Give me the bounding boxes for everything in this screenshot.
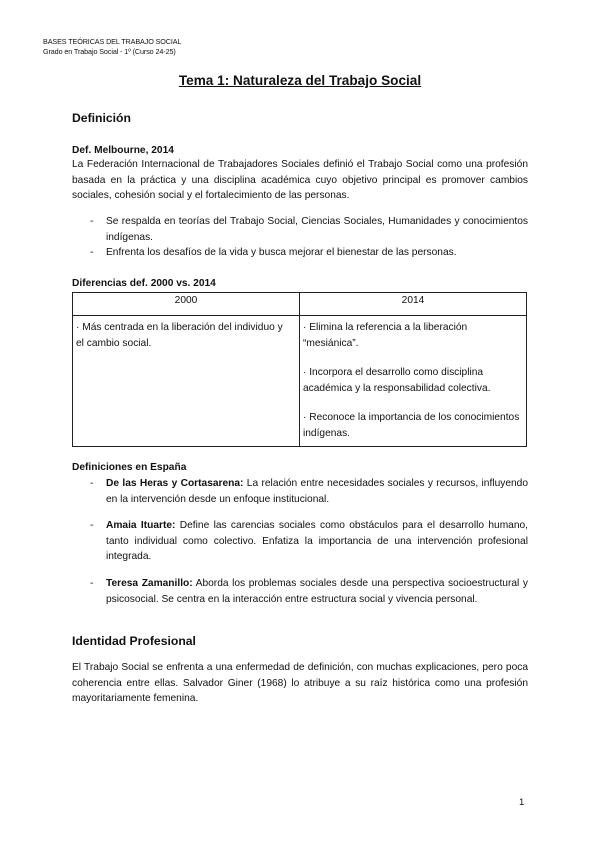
cell-2000 xyxy=(73,316,300,447)
cell-text: · Incorpora el desarrollo como disciplina académica y la responsabilidad colectiva. xyxy=(303,367,491,394)
definition-bullets xyxy=(72,214,528,261)
list-item: - De las Heras y Cortasarena: La relación entre necesidades sociales y recursos, influyendo en la intervención desde un enfoque institucional. xyxy=(90,478,528,505)
author-name: De las Heras y Cortasarena: xyxy=(106,478,244,489)
cell-text: · Elimina la referencia a la liberación “mesiánica”. xyxy=(303,322,468,349)
author-name: Teresa Zamanillo: xyxy=(106,577,193,589)
list-item: - Amaia Ituarte: Define las carencias sociales como obstáculos para el desarrollo humano, tanto individual como colectivo. Enfatiza la importancia de una intervención profesional integrada. xyxy=(90,520,529,563)
definition-paragraph: La Federación Internacional de Trabajadores Sociales definió el Trabajo Social como una profesión basada en la práctica y una disciplina académica cuyo objetivo principal es promover cambios sociales, cohesión social y el fortalecimiento de las personas. xyxy=(72,159,528,202)
list-item: - Enfrenta los desafíos de la vida y busca mejorar el bienestar de las personas. xyxy=(90,247,457,259)
heading-identidad: Identidad Profesional xyxy=(72,634,196,648)
running-header xyxy=(43,37,181,57)
list-item: - Se respalda en teorías del Trabajo Social, Ciencias Sociales, Humanidades y conocimientos indígenas. xyxy=(90,216,528,243)
subheading-espana: Definiciones en España xyxy=(72,462,187,473)
author-name: Amaia Ituarte: xyxy=(106,520,176,532)
spain-definitions-list xyxy=(72,476,528,618)
subheading-diferencias: Diferencias def. 2000 vs. 2014 xyxy=(72,278,216,289)
list-item: - Teresa Zamanillo: Aborda los problemas sociales desde una perspectiva socioestructural y psicosocial. Se centra en la interacción entre estructura social y vivencia personal. xyxy=(90,577,528,605)
page-title: Tema 1: Naturaleza del Trabajo Social xyxy=(178,73,422,88)
column-header-2000: 2000 xyxy=(73,293,300,316)
cell-text: · Más centrada en la liberación del individuo y el cambio social. xyxy=(76,322,283,349)
comparison-table xyxy=(72,292,527,447)
header-course: BASES TEÓRICAS DEL TRABAJO SOCIAL xyxy=(43,37,182,46)
cell-text: · Reconoce la importancia de los conocimientos indígenas. xyxy=(303,412,520,439)
column-header-2014: 2014 xyxy=(300,293,527,316)
header-grade: Grado en Trabajo Social - 1º (Curso 24-25) xyxy=(43,47,176,56)
subheading-melbourne: Def. Melbourne, 2014 xyxy=(72,145,174,156)
identity-paragraph: El Trabajo Social se enfrenta a una enfermedad de definición, con muchas explicaciones, pero poca coherencia entre ellas. Salvador Giner (1968) lo atribuye a su raíz histórica como una profesión mayoritariamente femenina. xyxy=(72,662,528,705)
cell-2014 xyxy=(300,316,527,447)
page-number: 1 xyxy=(519,797,525,808)
heading-definicion: Definición xyxy=(72,111,131,125)
